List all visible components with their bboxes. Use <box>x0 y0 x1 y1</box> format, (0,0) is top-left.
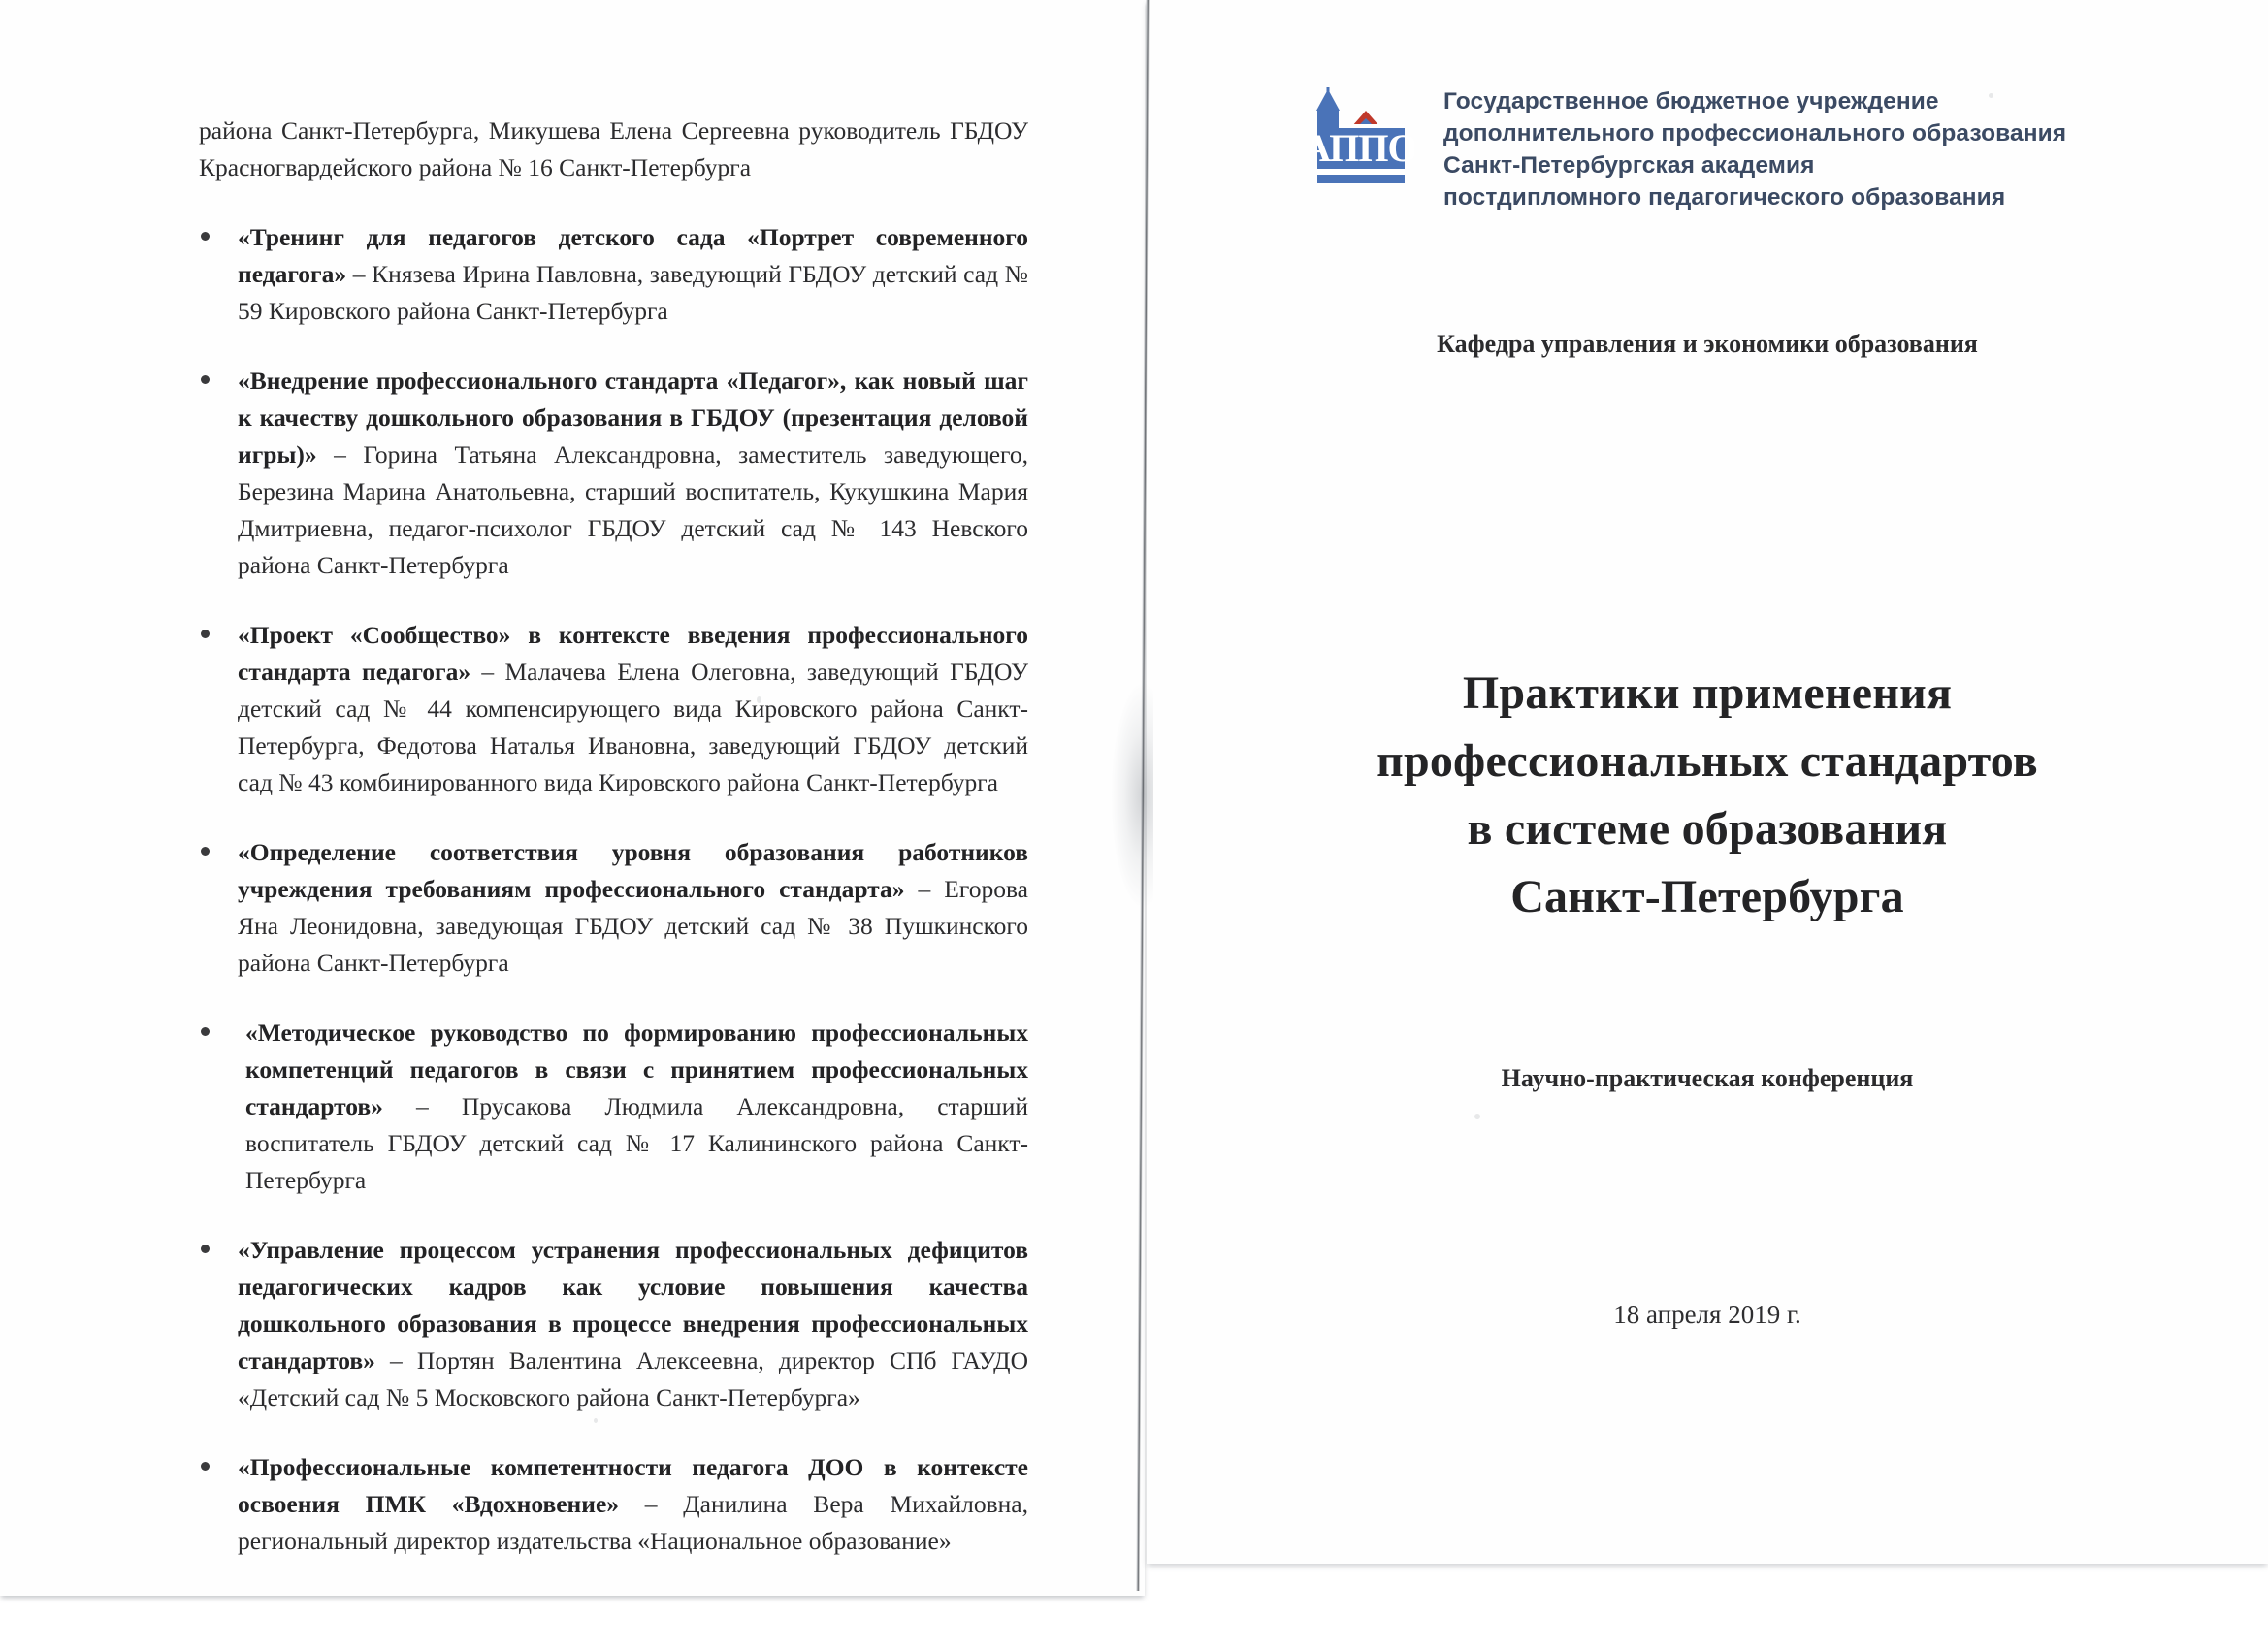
bullet-marker <box>201 1245 210 1253</box>
scan-speckle <box>757 696 761 703</box>
talk-speaker: – Портян Валентина Алексеевна, директор СПб ГАУДО «Детский сад № 5 Московского района Санкт-Петербурга» <box>238 1346 1028 1411</box>
talk-title: «Управление процессом устранения профессиональных дефицитов педагогических кадров как условие повышения качества дошкольного образования в процессе внедрения профессиональных стандартов» <box>238 1236 1028 1374</box>
bullet-marker <box>201 1462 210 1471</box>
title-line: Практики применения <box>1462 667 1953 719</box>
organization-header <box>1310 85 2221 213</box>
talk-entry <box>238 617 1028 801</box>
cover-page-content <box>1147 0 2268 1564</box>
bullet-marker <box>201 630 210 638</box>
bullet-marker <box>201 232 210 241</box>
scan-speckle <box>594 1418 598 1423</box>
organization-line: дополнительного профессионального образования <box>1443 120 2067 146</box>
talk-title: «Тренинг для педагогов детского сада «Портрет современного педагога» <box>238 223 1028 288</box>
list-item <box>199 617 1028 801</box>
continued-paragraph: района Санкт-Петербурга, Микушева Елена Сергеевна руководитель ГБДОУ Красногвардейского района № 16 Санкт-Петербурга <box>199 116 1028 181</box>
appo-academy-building-logo-icon <box>1310 87 1414 190</box>
left-page-content <box>199 113 1028 1593</box>
scan-speckle <box>1989 93 1993 98</box>
talk-entry <box>238 363 1028 584</box>
list-item <box>199 1449 1028 1560</box>
list-item <box>199 1015 1028 1199</box>
talk-entry <box>238 1232 1028 1416</box>
title-line: в системе образования <box>1467 803 1948 855</box>
bullet-marker <box>201 1027 210 1036</box>
department-name: Кафедра управления и экономики образования <box>1437 330 1978 358</box>
talk-speaker: – Малачева Елена Олеговна, заведующий ГБДОУ детский сад № 44 компенсирующего вида Кировского района Санкт-Петербурга, Федотова Наталья Ивановна, заведующий ГБДОУ детский сад № 43 комбинированного вида Кировского района Санкт-Петербурга <box>238 658 1028 796</box>
bullet-marker <box>201 375 210 384</box>
event-date: 18 апреля 2019 г. <box>1613 1300 1801 1329</box>
talk-speaker: – Князева Ирина Павловна, заведующий ГБДОУ детский сад № 59 Кировского района Санкт-Петербурга <box>238 260 1028 325</box>
talk-title: «Проект «Сообщество» в контексте введения профессионального стандарта педагога» <box>238 621 1028 686</box>
talk-list <box>199 219 1028 1560</box>
organization-line: постдипломного педагогического образования <box>1443 184 2006 210</box>
organization-line: Санкт-Петербургская академия <box>1443 152 1815 178</box>
page-title <box>1147 660 2268 931</box>
talk-title: «Профессиональные компетентности педагога ДОО в контексте освоения ПМК «Вдохновение» <box>238 1453 1028 1518</box>
title-line: профессиональных стандартов <box>1377 735 2038 787</box>
talk-speaker: – Данилина Вера Михайловна, региональный директор издательства «Национальное образование» <box>238 1490 1028 1555</box>
talk-entry <box>238 1449 1028 1560</box>
list-item <box>199 363 1028 584</box>
talk-entry <box>238 834 1028 982</box>
talk-title: «Методическое руководство по формированию профессиональных компетенций педагогов в связи с принятием профессиональных стандартов» <box>245 1018 1028 1120</box>
talk-speaker: – Горина Татьяна Александровна, заместитель заведующего, Березина Марина Анатольевна, старший воспитатель, Кукушкина Мария Дмитриевна, педагог-психолог ГБДОУ детский сад № 143 Невского района Санкт-Петербурга <box>238 440 1028 579</box>
scan-speckle <box>1474 1114 1480 1119</box>
talk-speaker: – Егорова Яна Леонидовна, заведующая ГБДОУ детский сад № 38 Пушкинского района Санкт-Петербурга <box>238 875 1028 977</box>
list-item <box>199 834 1028 982</box>
event-type: Научно-практическая конференция <box>1501 1064 1914 1092</box>
organization-line: Государственное бюджетное учреждение <box>1443 88 1939 114</box>
talk-title: «Внедрение профессионального стандарта «Педагог», как новый шаг к качеству дошкольного образования в ГБДОУ (презентация деловой игры)» <box>238 367 1028 469</box>
list-item <box>199 1232 1028 1416</box>
talk-entry <box>238 219 1028 330</box>
list-item <box>199 219 1028 330</box>
talk-speaker: – Прусакова Людмила Александровна, старший воспитатель ГБДОУ детский сад № 17 Калининского района Санкт-Петербурга <box>245 1092 1028 1194</box>
svg-text:АППО: АППО <box>1310 126 1414 170</box>
organization-name <box>1443 85 2066 213</box>
title-line: Санкт-Петербурга <box>1510 871 1904 922</box>
bullet-marker <box>201 847 210 856</box>
talk-title: «Определение соответствия уровня образования работников учреждения требованиям профессионального стандарта» <box>238 838 1028 903</box>
talk-entry <box>245 1015 1028 1199</box>
